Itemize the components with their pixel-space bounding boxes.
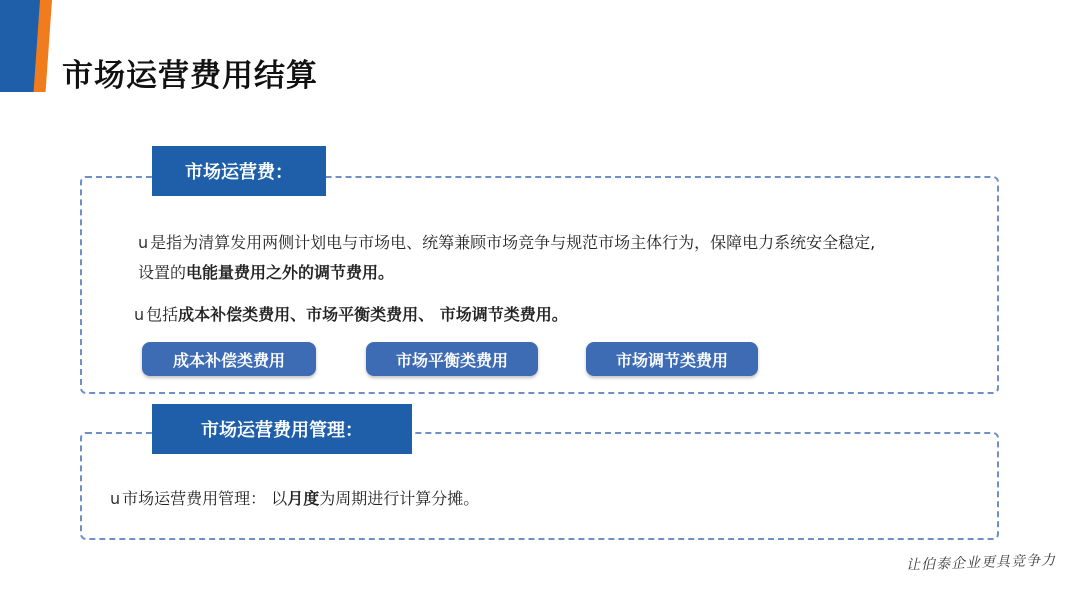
section-fee-management-tab: 市场运营费用管理： [152,404,412,454]
includes-text-prefix: 包括 [146,305,179,324]
management-text-suffix: 为周期进行计算分摊。 [319,489,480,508]
definition-text-2-prefix: 设置的 [138,263,187,282]
definition-text-1: 是指为清算发用两侧计划电与市场电、统筹兼顾市场竞争与规范市场主体行为，保障电力系统安全稳定, [150,233,876,252]
footer-slogan: 让伯泰企业更具竞争力 [905,552,1057,574]
includes-text-bold: 成本补偿类费用、市场平衡类费用、 市场调节类费用。 [178,305,568,324]
market-balance-fee-button[interactable]: 市场平衡类费用 [366,342,538,376]
management-text-prefix: 市场运营费用管理： 以 [122,489,288,508]
definition-text-2-bold: 电能量费用之外的调节费用。 [186,263,395,282]
bullet-marker: u [110,489,121,508]
includes-line [134,300,568,330]
definition-line-1 [138,228,875,258]
market-regulation-fee-button[interactable]: 市场调节类费用 [586,342,758,376]
bullet-marker: u [134,305,145,324]
cost-compensation-fee-button[interactable]: 成本补偿类费用 [142,342,316,376]
management-line [110,484,479,514]
section-operating-fee-tab: 市场运营费： [152,146,326,196]
page-title: 市场运营费用结算 [62,58,318,94]
bullet-marker: u [138,233,149,252]
definition-line-2 [138,258,394,288]
management-text-bold: 月度 [287,489,320,508]
